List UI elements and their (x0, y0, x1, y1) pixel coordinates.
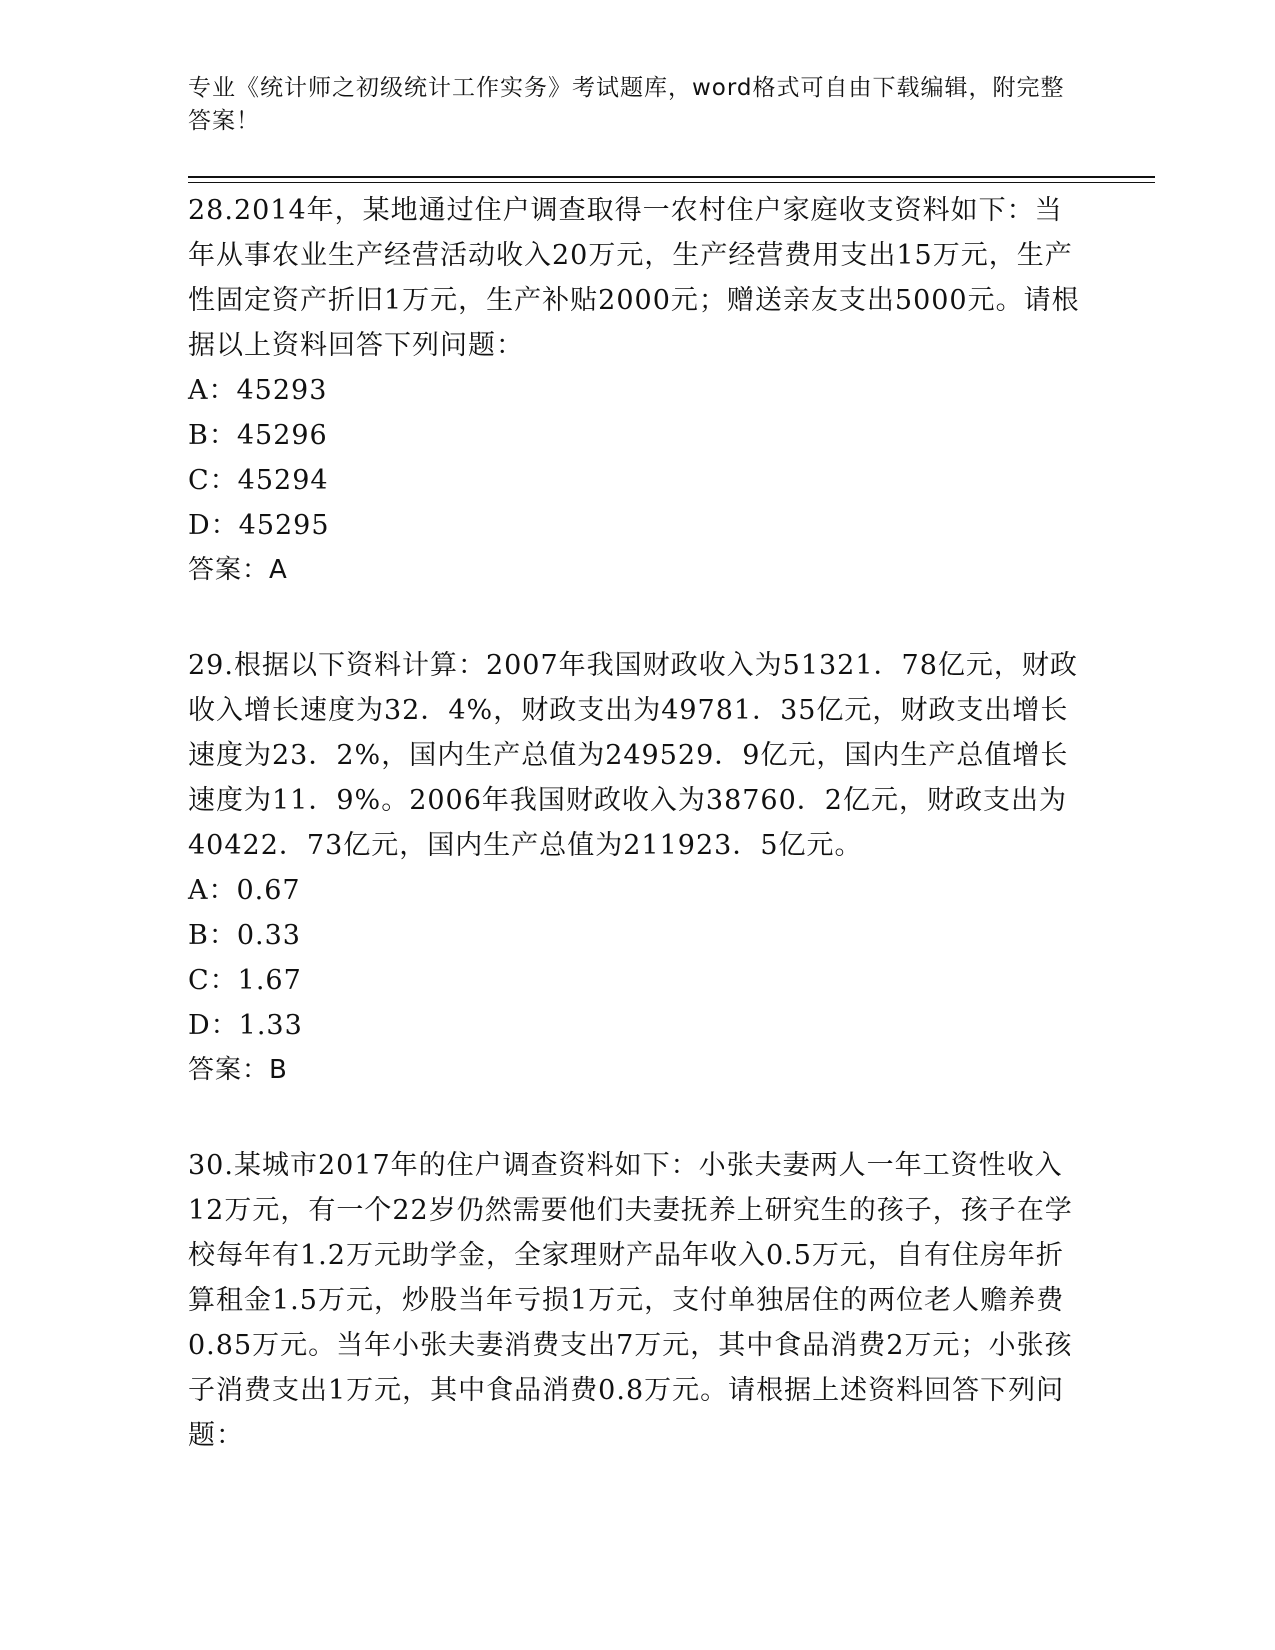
option-b: B：0.33 (188, 920, 301, 951)
option-c: C：45294 (188, 465, 329, 496)
header-divider-thin (188, 182, 1155, 183)
option-list (188, 868, 1088, 1048)
option-list (188, 368, 1088, 548)
header-divider (188, 176, 1155, 178)
question-30 (188, 1143, 1088, 1458)
option-c: C：1.67 (188, 965, 302, 996)
question-stem: 28.2014年，某地通过住户调查取得一农村住户家庭收支资料如下：当年从事农业生产经营活动收入20万元，生产经营费用支出15万元，生产性固定资产折旧1万元，生产补贴2000元；赠送亲友支出5000元。请根据以上资料回答下列问题： (188, 195, 1080, 361)
question-28 (188, 188, 1088, 593)
answer: 答案：B (188, 1055, 288, 1085)
option-a: A：0.67 (188, 875, 301, 906)
option-d: D：45295 (188, 510, 330, 541)
question-stem: 30.某城市2017年的住户调查资料如下：小张夫妻两人一年工资性收入12万元，有一个22岁仍然需要他们夫妻抚养上研究生的孩子，孩子在学校每年有1.2万元助学金，全家理财产品年收入0.5万元，自有住房年折算租金1.5万元，炒股当年亏损1万元，支付单独居住的两位老人赡养费0.85万元。当年小张夫妻消费支出7万元，其中食品消费2万元；小张孩子消费支出1万元，其中食品消费0.8万元。请根据上述资料回答下列问题： (188, 1150, 1073, 1451)
option-a: A：45293 (188, 375, 328, 406)
option-d: D：1.33 (188, 1010, 303, 1041)
question-29 (188, 643, 1088, 1093)
option-b: B：45296 (188, 420, 328, 451)
question-stem: 29.根据以下资料计算：2007年我国财政收入为51321．78亿元，财政收入增长速度为32．4%，财政支出为49781．35亿元，财政支出增长速度为23．2%，国内生产总值为249529．9亿元，国内生产总值增长速度为11．9%。2006年我国财政收入为38760．2亿元，财政支出为40422．73亿元，国内生产总值为211923．5亿元。 (188, 650, 1078, 861)
answer: 答案：A (188, 555, 288, 585)
document-header: 专业《统计师之初级统计工作实务》考试题库，word格式可自由下载编辑，附完整答案！ (188, 75, 1065, 134)
